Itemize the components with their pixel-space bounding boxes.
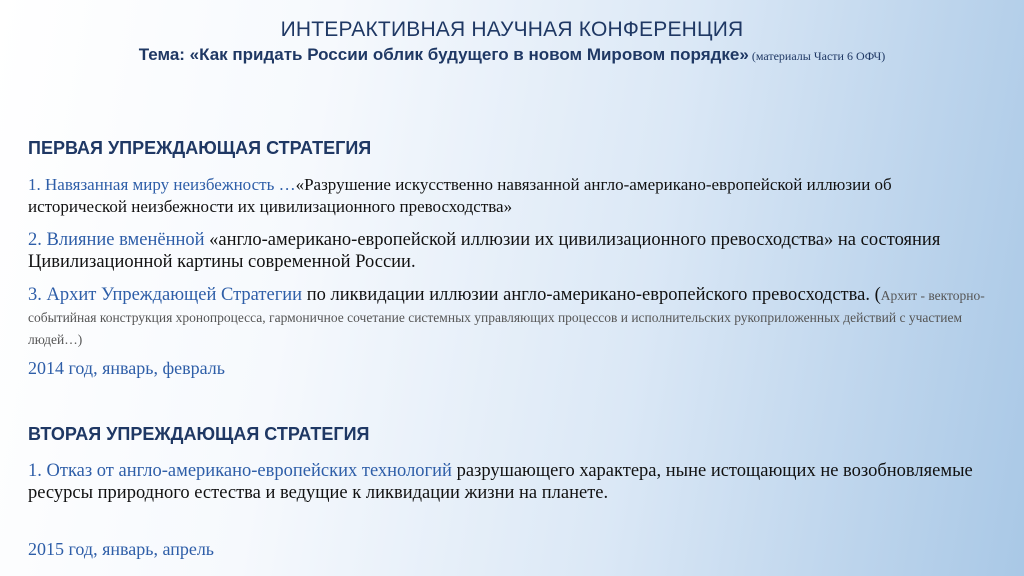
first-item-3-text: по ликвидации иллюзии англо-американо-европейского превосходства. ( bbox=[302, 285, 881, 305]
first-item-1-lead: 1. Навязанная миру неизбежность … bbox=[28, 175, 296, 194]
conference-subtitle bbox=[70, 44, 954, 67]
first-item-1 bbox=[28, 174, 988, 218]
second-strategy-heading: ВТОРАЯ УПРЕЖДАЮЩАЯ СТРАТЕГИЯ bbox=[28, 424, 370, 444]
subtitle-note: (материалы Части 6 ОФЧ) bbox=[748, 49, 886, 63]
conference-title: ИНТЕРАКТИВНАЯ НАУЧНАЯ КОНФЕРЕНЦИЯ bbox=[280, 18, 744, 41]
second-item-1 bbox=[28, 460, 988, 504]
second-item-1-lead: 1. Отказ от англо-американо-европейских технологий bbox=[28, 461, 457, 481]
first-item-2-text: «англо-американо-европейской иллюзии их цивилизационного превосходства» на состояния Цивилизационной картины современной России. bbox=[28, 230, 941, 272]
first-item-2-lead: 2. Влияние вменённой bbox=[28, 230, 205, 250]
first-item-1-text: «Разрушение искусственно навязанной англо-американо-европейской иллюзии об исторической неизбежности их цивилизационного превосходства» bbox=[28, 175, 892, 216]
first-item-3 bbox=[28, 284, 988, 350]
subtitle-topic: Тема: «Как придать России облик будущего в новом Мировом порядке» bbox=[138, 45, 749, 64]
first-strategy-date: 2014 год, январь, февраль bbox=[28, 358, 225, 378]
second-item-1-text: разрушающего характера, ныне истощающих не возобновляемые ресурсы природного естества и ведущие к ликвидации жизни на планете. bbox=[28, 461, 973, 503]
second-strategy-date: 2015 год, январь, апрель bbox=[28, 539, 215, 559]
first-item-2 bbox=[28, 229, 988, 273]
first-strategy-heading: ПЕРВАЯ УПРЕЖДАЮЩАЯ СТРАТЕГИЯ bbox=[28, 138, 372, 158]
first-item-3-note: Архит - векторно-событийная конструкция хронопроцесса, гармоничное сочетание системных управляющих процессов и исполнительских рукоприложенных действий с участием людей…) bbox=[28, 288, 985, 347]
first-item-3-lead: 3. Архит Упреждающей Стратегии bbox=[28, 285, 303, 305]
